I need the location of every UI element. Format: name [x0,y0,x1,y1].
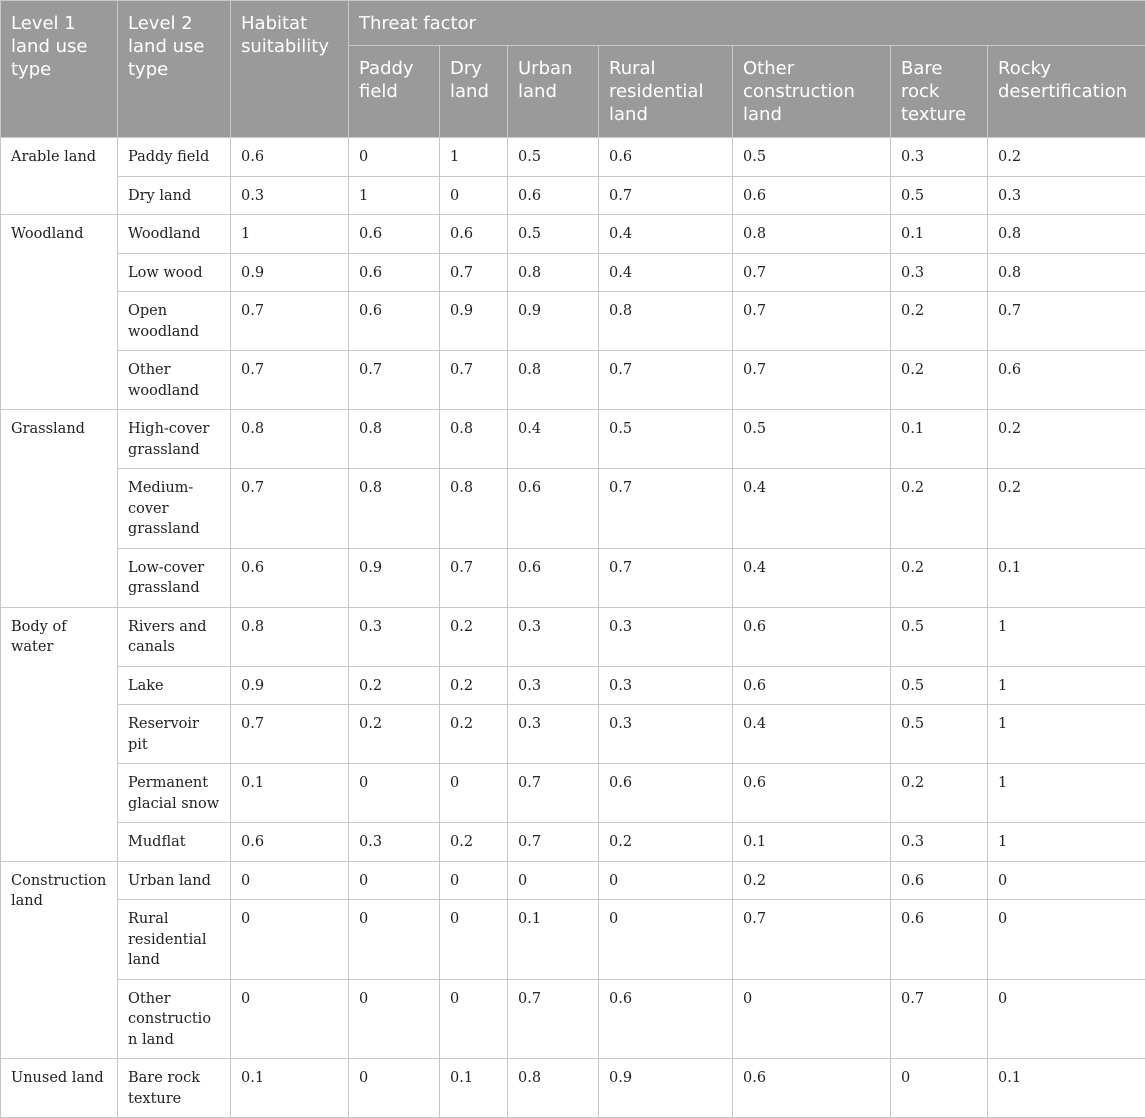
table-row [1,607,1145,666]
habitat-value-cell: 0.7 [231,292,349,351]
threat-value-cell: 1 [988,666,1145,705]
threat-value-cell: 0.9 [440,292,508,351]
level1-cell: Woodland [1,215,118,410]
level1-cell: Grassland [1,410,118,608]
threat-value-cell: 0.8 [440,410,508,469]
habitat-value-cell: 0.8 [231,607,349,666]
threat-value-cell: 0.4 [599,215,733,254]
threat-value-cell: 0 [440,176,508,215]
threat-value-cell: 0.2 [891,764,988,823]
threat-value-cell: 0.7 [733,351,891,410]
threat-value-cell: 0.6 [891,900,988,980]
threat-value-cell: 0.3 [891,823,988,862]
level2-cell: Open woodland [118,292,231,351]
threat-value-cell: 0.3 [349,823,440,862]
level2-cell: Woodland [118,215,231,254]
threat-value-cell: 0.2 [733,861,891,900]
threat-value-cell: 0.2 [891,548,988,607]
level2-cell: Paddy field [118,138,231,177]
threat-value-cell: 0.5 [508,138,599,177]
level2-cell: Rural residential land [118,900,231,980]
header-level1: Level 1 land use type [1,1,118,138]
threat-value-cell: 0.8 [599,292,733,351]
table-row [1,861,1145,900]
threat-value-cell: 0 [349,138,440,177]
threat-value-cell: 0.2 [349,705,440,764]
habitat-value-cell: 0.9 [231,253,349,292]
threat-value-cell: 0.2 [891,351,988,410]
threat-value-cell: 0.7 [733,900,891,980]
threat-value-cell: 0.4 [733,469,891,549]
threat-value-cell: 0.6 [349,215,440,254]
threat-value-cell: 0.7 [599,469,733,549]
habitat-value-cell: 0.1 [231,1059,349,1118]
header-threat-rocky-desertification: Rocky desertification [988,46,1145,138]
threat-value-cell: 0 [988,979,1145,1059]
header-threat-rural-residential-land: Rural residential land [599,46,733,138]
level2-cell: Permanent glacial snow [118,764,231,823]
level2-cell: Mudflat [118,823,231,862]
threat-value-cell: 0.8 [508,1059,599,1118]
threat-value-cell: 0.7 [440,548,508,607]
threat-value-cell: 0.9 [349,548,440,607]
threat-value-cell: 0.6 [440,215,508,254]
table-row [1,705,1145,764]
header-threat-factor: Threat factor [349,1,1145,46]
threat-value-cell: 0 [349,764,440,823]
threat-value-cell: 0 [988,900,1145,980]
level2-cell: Other construction land [118,979,231,1059]
threat-value-cell: 0.1 [508,900,599,980]
threat-value-cell: 0.3 [599,607,733,666]
threat-value-cell: 0.4 [733,705,891,764]
habitat-value-cell: 0 [231,861,349,900]
header-threat-dry-land: Dry land [440,46,508,138]
threat-value-cell: 0.6 [349,253,440,292]
level1-cell: Body of water [1,607,118,861]
threat-value-cell: 0.9 [599,1059,733,1118]
header-level2: Level 2 land use type [118,1,231,138]
threat-value-cell: 0.8 [508,351,599,410]
threat-value-cell: 0 [349,1059,440,1118]
header-habitat-suitability: Habitat suitability [231,1,349,138]
habitat-value-cell: 0.7 [231,351,349,410]
level2-cell: Other woodland [118,351,231,410]
threat-value-cell: 0.6 [733,666,891,705]
threat-value-cell: 0.3 [349,607,440,666]
threat-value-cell: 0.7 [733,253,891,292]
threat-value-cell: 0.1 [988,1059,1145,1118]
threat-value-cell: 0.5 [891,607,988,666]
header-threat-bare-rock-texture: Bare rock texture [891,46,988,138]
level1-cell: Unused land [1,1059,118,1118]
threat-value-cell: 0.2 [440,823,508,862]
table-row [1,138,1145,177]
table-row [1,764,1145,823]
threat-value-cell: 0.7 [440,351,508,410]
threat-value-cell: 0.5 [733,410,891,469]
threat-value-cell: 0.5 [891,176,988,215]
threat-value-cell: 0.7 [599,548,733,607]
threat-value-cell: 0.6 [508,469,599,549]
threat-value-cell: 0.6 [508,548,599,607]
threat-value-cell: 0.8 [349,469,440,549]
table-row [1,176,1145,215]
threat-value-cell: 0.8 [508,253,599,292]
threat-value-cell: 0.8 [349,410,440,469]
level1-cell: Construction land [1,861,118,1059]
habitat-value-cell: 0.7 [231,705,349,764]
table-row [1,351,1145,410]
level2-cell: High-cover grassland [118,410,231,469]
habitat-value-cell: 0.6 [231,138,349,177]
header-threat-other-construction-land: Other construction land [733,46,891,138]
threat-value-cell: 1 [988,705,1145,764]
table-row [1,410,1145,469]
habitat-value-cell: 0.1 [231,764,349,823]
table-row [1,253,1145,292]
threat-value-cell: 0.3 [599,705,733,764]
threat-value-cell: 0.3 [891,253,988,292]
threat-value-cell: 0.2 [891,469,988,549]
threat-value-cell: 0.8 [988,253,1145,292]
threat-value-cell: 0.7 [508,979,599,1059]
threat-value-cell: 0.2 [440,705,508,764]
threat-value-cell: 0.6 [891,861,988,900]
habitat-value-cell: 0.9 [231,666,349,705]
level2-cell: Medium-cover grassland [118,469,231,549]
habitat-value-cell: 0.3 [231,176,349,215]
habitat-value-cell: 0 [231,900,349,980]
threat-value-cell: 0.6 [599,764,733,823]
threat-value-cell: 0 [891,1059,988,1118]
threat-value-cell: 0.6 [733,607,891,666]
habitat-value-cell: 0.8 [231,410,349,469]
habitat-value-cell: 0.6 [231,548,349,607]
threat-value-cell: 0.7 [599,351,733,410]
table-row [1,900,1145,980]
table-row [1,215,1145,254]
threat-value-cell: 1 [988,607,1145,666]
table-body [1,138,1145,1118]
threat-value-cell: 0.6 [599,138,733,177]
threat-value-cell: 1 [988,764,1145,823]
level2-cell: Rivers and canals [118,607,231,666]
threat-value-cell: 0.5 [891,666,988,705]
threat-value-cell: 0 [349,861,440,900]
threat-value-cell: 0.3 [508,607,599,666]
threat-value-cell: 0.5 [599,410,733,469]
threat-value-cell: 0.6 [733,176,891,215]
threat-value-cell: 1 [349,176,440,215]
habitat-value-cell: 1 [231,215,349,254]
header-threat-paddy-field: Paddy field [349,46,440,138]
threat-value-cell: 0.2 [891,292,988,351]
threat-value-cell: 0.7 [988,292,1145,351]
table-row [1,292,1145,351]
threat-value-cell: 0.6 [733,764,891,823]
threat-value-cell: 0.7 [733,292,891,351]
threat-value-cell: 0.7 [508,764,599,823]
threat-value-cell: 0.1 [891,410,988,469]
level2-cell: Low wood [118,253,231,292]
threat-value-cell: 0.7 [891,979,988,1059]
table-row [1,666,1145,705]
threat-value-cell: 0.2 [988,410,1145,469]
table-row [1,469,1145,549]
habitat-value-cell: 0.6 [231,823,349,862]
threat-value-cell: 0.3 [508,666,599,705]
threat-value-cell: 0 [440,764,508,823]
threat-value-cell: 1 [988,823,1145,862]
threat-value-cell: 0.3 [891,138,988,177]
table-row [1,979,1145,1059]
threat-value-cell: 0.2 [440,666,508,705]
level2-cell: Reservoir pit [118,705,231,764]
threat-value-cell: 0.2 [988,469,1145,549]
threat-value-cell: 0 [508,861,599,900]
threat-value-cell: 0.9 [508,292,599,351]
table-row [1,823,1145,862]
level2-cell: Urban land [118,861,231,900]
level2-cell: Dry land [118,176,231,215]
threat-value-cell: 0.8 [733,215,891,254]
threat-value-cell: 0 [349,900,440,980]
table-header [1,1,1145,138]
threat-value-cell: 0.8 [988,215,1145,254]
habitat-value-cell: 0 [231,979,349,1059]
threat-value-cell: 0.7 [599,176,733,215]
threat-value-cell: 0 [440,979,508,1059]
threat-value-cell: 0.5 [508,215,599,254]
threat-value-cell: 0 [349,979,440,1059]
threat-value-cell: 0.2 [988,138,1145,177]
threat-value-cell: 0.6 [733,1059,891,1118]
threat-value-cell: 0 [988,861,1145,900]
threat-value-cell: 0.3 [508,705,599,764]
threat-value-cell: 0.3 [988,176,1145,215]
threat-value-cell: 0.7 [349,351,440,410]
table-row [1,548,1145,607]
level1-cell: Arable land [1,138,118,215]
threat-value-cell: 0.4 [508,410,599,469]
threat-value-cell: 0.5 [733,138,891,177]
threat-value-cell: 1 [440,138,508,177]
threat-value-cell: 0.1 [988,548,1145,607]
threat-value-cell: 0.2 [349,666,440,705]
threat-value-cell: 0.8 [440,469,508,549]
level2-cell: Bare rock texture [118,1059,231,1118]
threat-value-cell: 0.3 [599,666,733,705]
threat-value-cell: 0.1 [440,1059,508,1118]
threat-value-cell: 0 [440,900,508,980]
threat-value-cell: 0.7 [440,253,508,292]
threat-value-cell: 0.6 [988,351,1145,410]
threat-value-cell: 0.2 [440,607,508,666]
table-row [1,1059,1145,1118]
threat-value-cell: 0.1 [733,823,891,862]
threat-value-cell: 0.1 [891,215,988,254]
threat-value-cell: 0.6 [599,979,733,1059]
threat-value-cell: 0 [599,900,733,980]
threat-value-cell: 0.4 [733,548,891,607]
threat-value-cell: 0.5 [891,705,988,764]
threat-value-cell: 0.4 [599,253,733,292]
threat-value-cell: 0.6 [508,176,599,215]
threat-value-cell: 0 [440,861,508,900]
threat-value-cell: 0.7 [508,823,599,862]
level2-cell: Lake [118,666,231,705]
threat-value-cell: 0.2 [599,823,733,862]
habitat-value-cell: 0.7 [231,469,349,549]
threat-value-cell: 0 [733,979,891,1059]
threat-value-cell: 0.6 [349,292,440,351]
level2-cell: Low-cover grassland [118,548,231,607]
header-threat-urban-land: Urban land [508,46,599,138]
threat-value-cell: 0 [599,861,733,900]
